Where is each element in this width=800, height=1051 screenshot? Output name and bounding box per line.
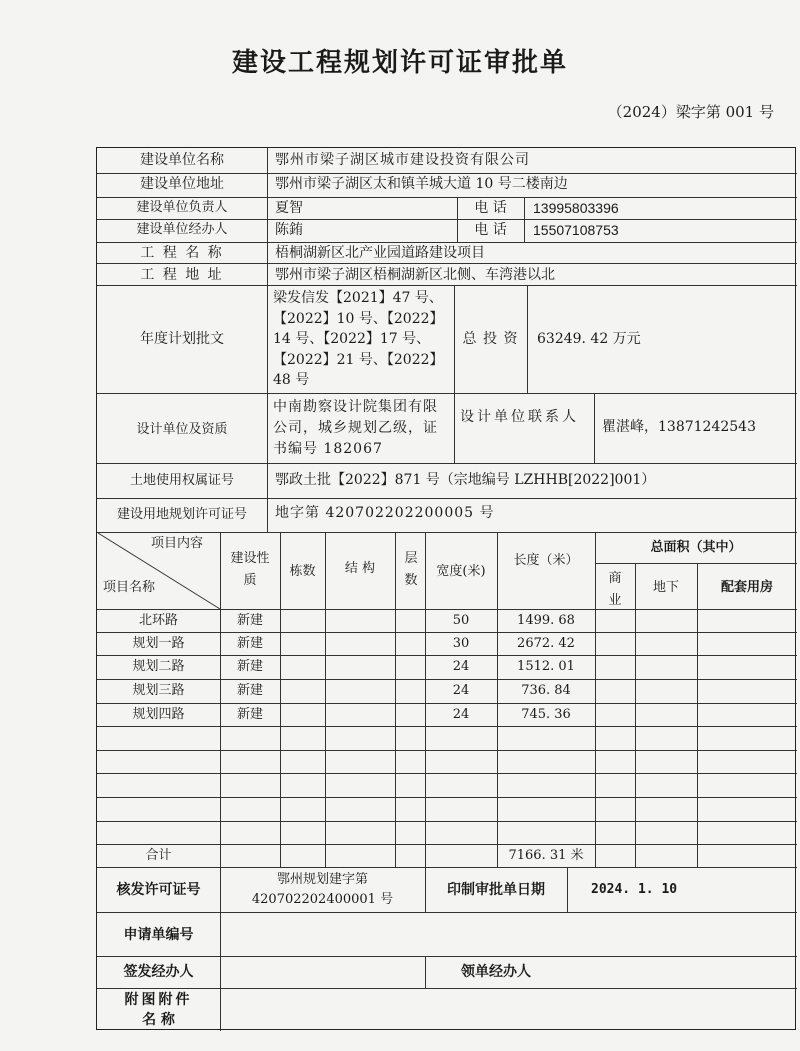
unit-leader-label: 建设单位负责人 <box>136 200 228 215</box>
approval-form <box>96 147 796 1030</box>
header-item-name: 项目名称 <box>103 580 156 595</box>
total-length: 7166. 31 米 <box>508 848 584 863</box>
row-name: 规划三路 <box>132 683 185 698</box>
project-name-label: 工 程 名 称 <box>140 245 224 261</box>
header-floors: 层数 <box>404 551 418 588</box>
header-commercial: 商业 <box>608 571 622 608</box>
row-name: 规划四路 <box>132 707 185 722</box>
handler-phone-value: 15507108753 <box>533 222 619 238</box>
unit-handler-label: 建设单位经办人 <box>136 222 228 237</box>
application-number-label: 申请单编号 <box>123 927 194 943</box>
receiver-label: 领单经办人 <box>461 964 531 980</box>
project-name-value: 梧桐湖新区北产业园道路建设项目 <box>275 245 485 261</box>
design-contact-label: 设计单位联系人 <box>460 409 579 425</box>
form-title: 建设工程规划许可证审批单 <box>231 48 568 78</box>
land-cert-label: 土地使用权属证号 <box>129 473 234 488</box>
row-length: 745. 36 <box>521 707 571 722</box>
row-nature: 新建 <box>236 636 263 651</box>
unit-address-label: 建设单位地址 <box>140 176 224 192</box>
total-investment-label: 总 投 资 <box>462 331 519 347</box>
total-investment-value: 63249. 42 万元 <box>537 331 641 347</box>
row-nature: 新建 <box>236 659 263 674</box>
design-unit-label: 设计单位及资质 <box>136 422 228 437</box>
document-number: （2024）梁字第 001 号 <box>607 103 774 121</box>
header-structure: 结 构 <box>344 561 376 576</box>
header-nature: 建设性质 <box>230 551 270 588</box>
row-width: 24 <box>452 659 470 674</box>
header-support-rooms: 配套用房 <box>720 580 773 595</box>
header-length: 长度（米） <box>513 553 579 568</box>
attachment-label-line1: 附图附件 <box>124 992 193 1008</box>
project-site-label: 工 程 地 址 <box>140 267 224 283</box>
leader-phone-label: 电 话 <box>474 200 507 216</box>
land-cert-value: 鄂政土批【2022】871 号（宗地编号 LZHHB[2022]001） <box>275 472 656 488</box>
permit-number-line2: 420702202400001 号 <box>251 892 394 907</box>
unit-address-value: 鄂州市梁子湖区太和镇羊城大道 10 号二楼南边 <box>275 176 568 192</box>
row-width: 24 <box>452 707 470 722</box>
row-length: 1512. 01 <box>517 659 575 674</box>
land-plan-permit-label: 建设用地规划许可证号 <box>116 507 247 522</box>
header-underground: 地下 <box>652 580 679 595</box>
permit-number-label: 核发许可证号 <box>116 882 201 898</box>
attachment-label-line2: 名 称 <box>142 1012 175 1028</box>
plan-approval-value: 梁发信发【2021】47 号、【2022】10 号、【2022】14 号、【2022】17 号、【2022】21 号、【2022】48 号 <box>273 290 444 388</box>
unit-name-label: 建设单位名称 <box>140 152 224 168</box>
row-nature: 新建 <box>236 707 263 722</box>
plan-approval-label: 年度计划批文 <box>140 331 224 347</box>
row-width: 30 <box>452 636 470 651</box>
permit-number-line1: 鄂州规划建字第 <box>276 872 368 887</box>
row-length: 2672. 42 <box>517 636 575 651</box>
header-width: 宽度(米) <box>436 564 486 579</box>
row-name: 规划二路 <box>132 659 185 674</box>
print-date-label: 印制审批单日期 <box>447 882 545 898</box>
unit-name-value: 鄂州市梁子湖区城市建设投资有限公司 <box>275 152 530 168</box>
row-nature: 新建 <box>236 613 263 628</box>
row-length: 736. 84 <box>521 683 571 698</box>
design-unit-value: 中南勘察设计院集团有限公司，城乡规划乙级，证书编号 182067 <box>273 399 438 457</box>
row-width: 24 <box>452 683 470 698</box>
row-name: 规划一路 <box>132 636 185 651</box>
row-width: 50 <box>452 613 470 628</box>
land-plan-permit-value: 地字第 420702202200005 号 <box>275 505 495 521</box>
leader-phone-value: 13995803396 <box>533 200 619 216</box>
unit-handler-value: 陈銪 <box>275 222 303 238</box>
total-label: 合计 <box>145 848 172 863</box>
issuer-label: 签发经办人 <box>123 964 194 980</box>
project-site-value: 鄂州市梁子湖区梧桐湖新区北侧、车湾港以北 <box>275 267 555 283</box>
print-date-value: 2024. 1. 10 <box>591 882 678 897</box>
header-item-content: 项目内容 <box>151 536 204 551</box>
handler-phone-label: 电 话 <box>474 222 507 238</box>
row-length: 1499. 68 <box>517 613 575 628</box>
header-total-area: 总面积（其中） <box>650 540 742 555</box>
row-name: 北环路 <box>138 613 178 628</box>
row-nature: 新建 <box>236 683 263 698</box>
header-count: 栋数 <box>289 564 316 579</box>
design-contact-value: 瞿湛峰，13871242543 <box>602 419 756 435</box>
unit-leader-value: 夏智 <box>275 200 303 216</box>
